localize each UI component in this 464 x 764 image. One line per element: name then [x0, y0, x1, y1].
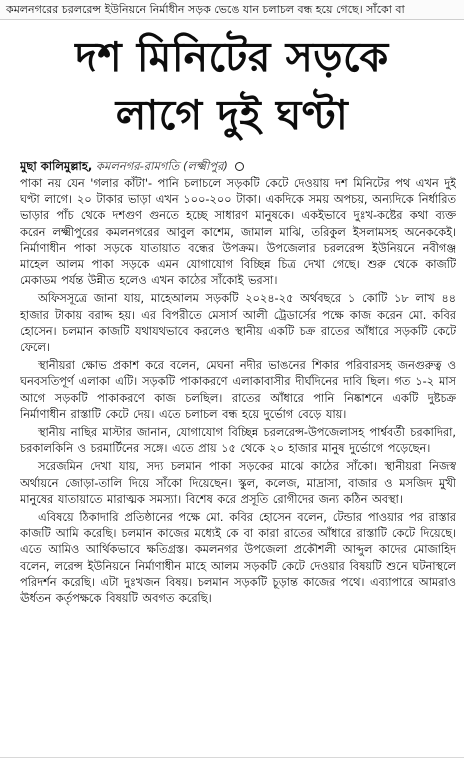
- headline: [10, 28, 454, 144]
- article-paragraph: পাকা নয় যেন 'গলার কাঁটা'- পানি চলাচলে সড়কটি কেটে দেওয়ায় দশ মিনিটের পথ এখন দুই ঘণ্টা লাগে। ২০ টাকার ভাড়া এখন ১০০-২০০ টাকা। একদিকে সময় অপচয়, অন্যদিকে নির্ধারিত ভাড়ার পাঁচ থেকে দশগুণ গুনতে হচ্ছে সাধারণ মানুষকে। একইভাবে দুঃখ-কষ্টের কথা ব্যক্ত করেন লক্ষ্মীপুরের কমলনগরের আবুল কাশেম, জামাল মাঝি, তরিকুল ইসলামসহ অনেককেই। নির্মাণাধীন পাকা সড়কে যাতায়াত বন্ধের উপক্রম। উপজেলার চরলরেন্স ইউনিয়নে নবীগঞ্জ মাহেল আলম পাকা সড়কে এমন যোগাযোগ বিচ্ছিন্ন চিত্র দেখা গেছে। শুরু থেকে কাজটি মেকাডম পর্যন্ত উন্নীত হলেও এখন কাঠের সাঁকোই ভরসা।: [20, 177, 456, 288]
- article-paragraph: সরেজমিন দেখা যায়, সদ্য চলমান পাকা সড়কের মাঝে কাঠের সাঁকো। স্থানীয়রা নিজস্ব অর্থায়নে জোড়া-তালি দিয়ে সাঁকো দিয়েছেন। স্কুল, কলেজ, মাদ্রাসা, বাজার ও মসজিদ মুখী মানুষের যাতায়াতে মারাত্মক সমস্যা। বিশেষ করে প্রসূতি রোগীদের জন্য কঠিন অবস্থা।: [20, 460, 456, 506]
- headline-line-1: দশ মিনিটের সড়কে: [75, 33, 389, 81]
- article-paragraph: এবিষয়ে ঠিকাদারি প্রতিষ্ঠানের পক্ষে মো. কবির হোসেন বলেন, টেন্ডার পাওয়ার পর রাস্তার কাজটি আমি করেছি। চলমান কাজের মধ্যেই কে বা কারা রাতের আঁধারে রাস্তাটি কেটে দিয়েছে। এতে আমিও আর্থিকভাবে ক্ষতিগ্রস্ত। কমলনগর উপজেলা প্রকৌশলী আব্দুল কাদের মোজাহিদ বলেন, লরেন্স ইউনিয়নে নির্মাণাধীন মাহে আলম সড়কটি কেটে দেওয়ার বিষয়টি শুনে ঘটনাস্থলে পরিদর্শন করেছি। এটা দুঃখজন বিষয়। চলমান সড়কটি চূড়ান্ত কাজের পথে। এব্যাপারে আমরাও ঊর্ধতন কর্তৃপক্ষকে বিষয়টি অবগত করেছি।: [20, 511, 456, 606]
- article-paragraph: স্থানীয়রা ক্ষোভ প্রকাশ করে বলেন, মেঘনা নদীর ভাঙনের শিকার পরিবারসহ জনগুরুত্ব ও ঘনবসতিপূর্ণ এলাকা এটি। সড়কটি পাকাকরণে এলাকাবাসীর দীর্ঘদিনের দাবি ছিল। গত ১-২ মাস আগে সড়কটি পাকাকরণে কাজ চলছিল। রাতের আঁধারে পানি নিষ্কাশনে একটি দুষ্টচক্র নির্মাণাধীন রাস্তাটি কেটে দেয়। এতে চলাচল বন্ধ হয়ে দুর্ভোগ বেড়ে যায়।: [20, 359, 456, 421]
- top-ticker-strip: কমলনগরের চরলরেন্স ইউনিয়নে নির্মাধীন সড়ক ভেঙে যান চলাচল বন্ধ হয়ে গেছে। সাঁকো বা: [0, 0, 464, 20]
- headline-line-2: লাগে দুই ঘণ্টা: [115, 91, 349, 139]
- byline-author: মুছা কালিমুল্লাহ,: [20, 159, 93, 173]
- article-paragraph: অফিসসূত্রে জানা যায়, মাহেআলম সড়কটি ২০২৪-২৫ অর্থবছরে ১ কোটি ১৮ লাখ ৪৪ হাজার টাকায় বরাদ্দ হয়। এর বিপরীতে মেসার্স আলী ট্রেডার্সের পক্ষে কাজ করেন মো. কবির হোসেন। চলমান কাজটি যথাযথভাবে করলেও স্থানীয় একটি চক্র রাতের আঁধারে সড়কটি কেটে ফেলে।: [20, 292, 456, 355]
- article-body: [20, 176, 456, 760]
- byline: [20, 158, 456, 174]
- byline-place: কমলনগর-রামগতি (লক্ষ্মীপুর): [95, 159, 228, 173]
- bottom-divider: [0, 757, 464, 758]
- article-paragraph: স্থানীয় নাছির মাস্টার জানান, যোগাযোগ বিচ্ছিন্ন চরলরেন্স-উপজেলাসহ পার্শ্ববর্তী চরকাদিরা, চরকালকিনি ও চরমার্টিনের সঙ্গে। এতে প্রায় ১৫ থেকে ২০ হাজার মানুষ দুর্ভোগে পড়েছেন।: [20, 426, 456, 456]
- byline-circle-icon: [235, 162, 244, 171]
